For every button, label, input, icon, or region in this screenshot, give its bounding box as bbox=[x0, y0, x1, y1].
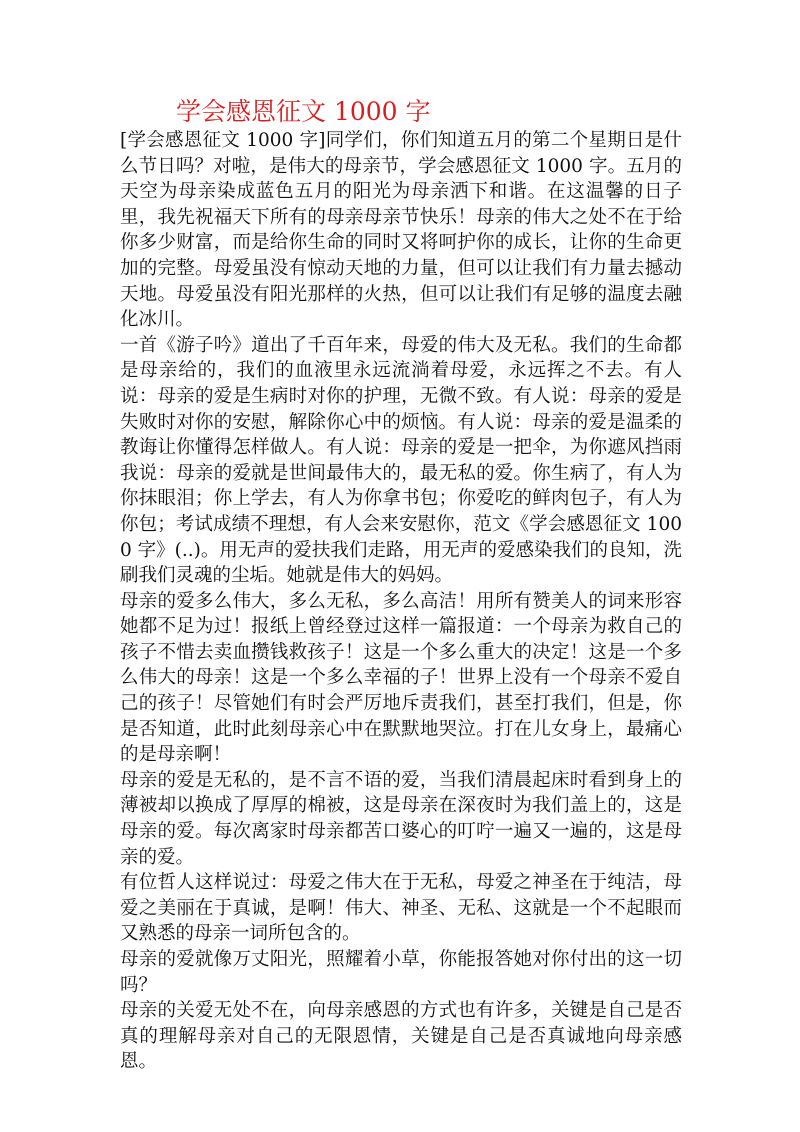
paragraph: 母亲的爱是无私的，是不言不语的爱，当我们清晨起床时看到身上的薄被却以换成了厚厚的棉被，这是母亲在深夜时为我们盖上的，这是母亲的爱。每次离家时母亲都苦口婆心的叮咛一遍又一遍的，这是母亲的爱。 bbox=[120, 769, 682, 868]
paragraph: 母亲的爱多么伟大，多么无私，多么高洁！用所有赞美人的词来形容她都不足为过！报纸上曾经登过这样一篇报道：一个母亲为救自己的孩子不惜去卖血攒钱救孩子！这是一个多么重大的决定！这是一个多么伟大的母亲！这是一个多么幸福的子！世界上没有一个母亲不爱自己的孩子！尽管她们有时会严厉地斥责我们，甚至打我们，但是，你是否知道，此时此刻母亲心中在默默地哭泣。打在儿女身上，最痛心的是母亲啊！ bbox=[120, 590, 682, 766]
paragraph: 母亲的关爱无处不在，向母亲感恩的方式也有许多，关键是自己是否真的理解母亲对自己的无限恩情，关键是自己是否真诚地向母亲感恩。 bbox=[120, 1000, 682, 1073]
document-title: 学会感恩征文 1000 字 bbox=[176, 97, 431, 126]
paragraph: 母亲的爱就像万丈阳光，照耀着小草，你能报答她对你付出的这一切吗？ bbox=[120, 949, 682, 996]
paragraph: [学会感恩征文 1000 字]同学们，你们知道五月的第二个星期日是什么节日吗？对啦，是伟大的母亲节，学会感恩征文 1000 字。五月的天空为母亲染成蓝色五月的阳光为母亲洒下和谐。在这温馨的日子里，我先祝福天下所有的母亲母亲节快乐！母亲的伟大之处不在于给你多少财富，而是给你生命的同时又将呵护你的成长，让你的生命更加的完整。母爱虽没有惊动天地的力量，但可以让我们有力量去撼动天地。母爱虽没有阳光那样的火热，但可以让我们有足够的温度去融化冰川。 bbox=[120, 130, 682, 331]
paragraph: 有位哲人这样说过：母爱之伟大在于无私，母爱之神圣在于纯洁，母爱之美丽在于真诚，是啊！伟大、神圣、无私、这就是一个不起眼而又熟悉的母亲一词所包含的。 bbox=[120, 872, 682, 945]
document-body bbox=[120, 128, 682, 1075]
paragraph: 一首《游子吟》道出了千百年来，母爱的伟大及无私。我们的生命都是母亲给的，我们的血液里永远流淌着母爱，永远挥之不去。有人说：母亲的爱是生病时对你的护理，无微不致。有人说：母亲的爱是失败时对你的安慰，解除你心中的烦恼。有人说：母亲的爱是温柔的教诲让你懂得怎样做人。有人说：母亲的爱是一把伞，为你遮风挡雨我说：母亲的爱就是世间最伟大的，最无私的爱。你生病了，有人为你抹眼泪；你上学去，有人为你拿书包；你爱吃的鲜肉包子，有人为你包；考试成绩不理想，有人会来安慰你，范文《学会感恩征文 1000 字》(..)。用无声的爱扶我们走路，用无声的爱感染我们的良知，洗刷我们灵魂的尘垢。她就是伟大的妈妈。 bbox=[120, 334, 682, 587]
